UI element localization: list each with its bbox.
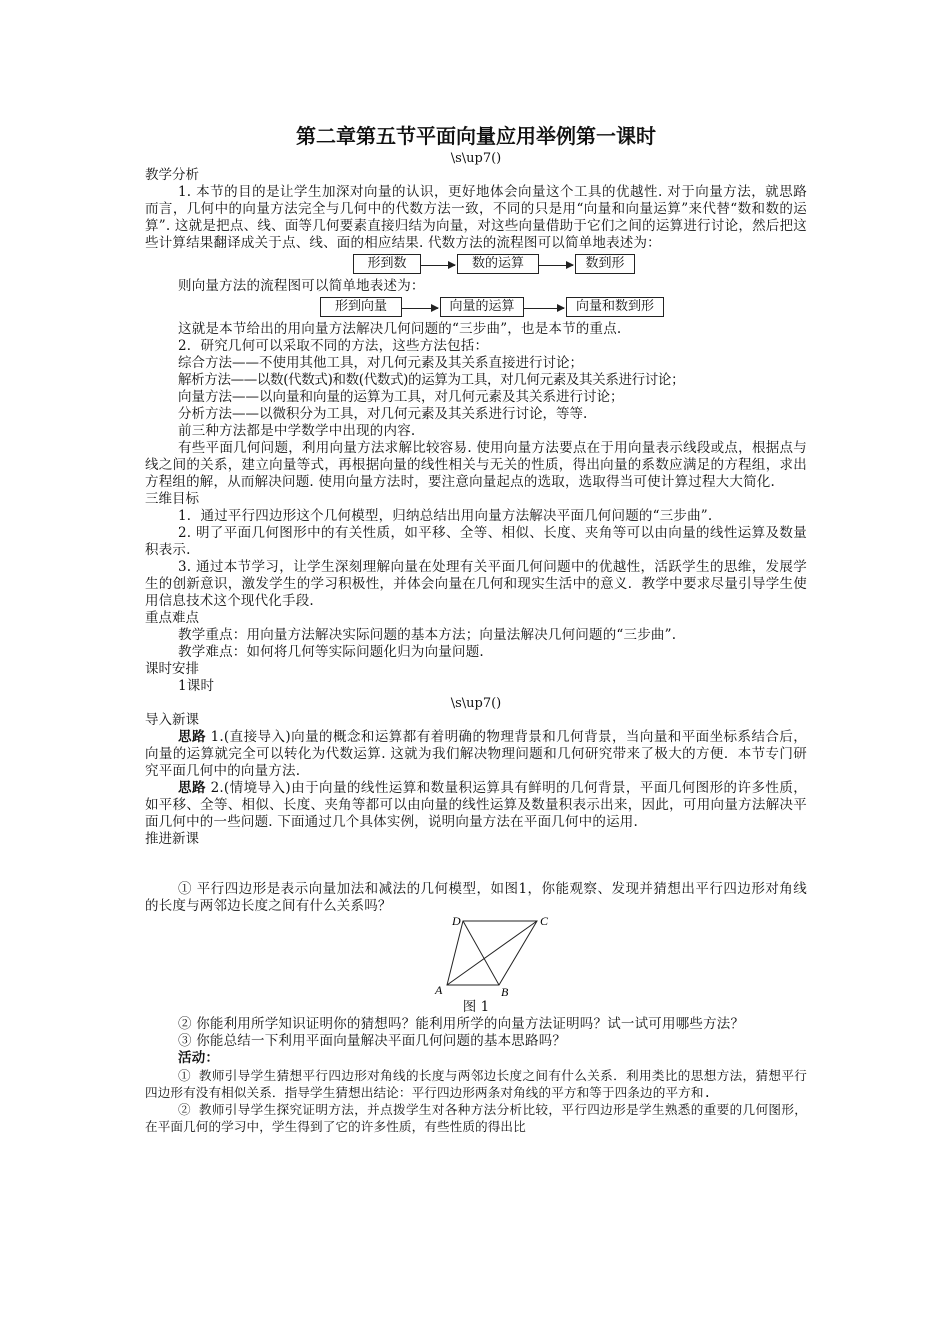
activity-label: 活动： — [178, 1050, 220, 1066]
flowchart-vector — [145, 295, 807, 321]
section-heading-intro: 导入新课 — [145, 712, 199, 728]
section-heading-goals: 三维目标 — [145, 491, 199, 507]
flow-box: 数的运算 — [457, 254, 539, 274]
vertex-label-b: B — [501, 985, 509, 999]
section-heading-analysis: 教学分析 — [145, 167, 199, 183]
flow-arrow — [421, 265, 455, 266]
goal-item: 1．通过平行四边形这个几何模型，归纳总结出用向量方法解决平面几何问题的“三步曲”. — [178, 508, 713, 524]
analysis-paragraph: 则向量方法的流程图可以简单地表述为： — [178, 278, 425, 294]
intro-idea-2 — [145, 780, 807, 831]
method-item: 分析方法——以微积分为工具，对几何元素及其关系进行讨论，等等. — [178, 406, 588, 422]
idea-text: 1.(直接导入)向量的概念和运算都有着明确的物理背景和几何背景，当向量和平面坐标系结合后，向量的运算就完全可以转化为代数运算. 这就为我们解决物理问题和几何研究带来了极大的方便．本节专门研究平面几何中的向量方法. — [145, 729, 808, 779]
flow-box: 形到数 — [353, 254, 421, 274]
vertex-label-a: A — [435, 983, 443, 997]
vertex-label-d: D — [452, 915, 461, 928]
idea-text: 2.(情境导入)由于向量的线性运算和数量积运算具有鲜明的几何背景，平面几何图形的许多性质，如平移、全等、相似、长度、夹角等都可以由向量的线性运算及数量积表示出来，因此，可用向量方法解决平面几何中的一些问题. 下面通过几个具体实例，说明向量方法在平面几何中的运用. — [145, 780, 808, 830]
vertex-label-c: C — [540, 915, 549, 928]
flow-box: 向量和数到形 — [566, 297, 664, 317]
goal-item: 2. 明了平面几何图形中的有关性质，如平移、全等、相似、长度、夹角等可以由向量的线性运算及数量积表示. — [145, 525, 807, 558]
document-page — [145, 122, 807, 1135]
goal-item: 3. 通过本节学习，让学生深刻理解向量在处理有关平面几何问题中的优越性，活跃学生的思维，发展学生的创新意识，激发学生的学习积极性，并体会向量在几何和现实生活中的意义．教学中要求尽量引导学生使用信息技术这个现代化手段. — [145, 559, 807, 609]
figure-caption: 图 1 — [462, 999, 490, 1015]
analysis-paragraph: 1. 本节的目的是让学生加深对向量的认识，更好地体会向量这个工具的优越性. 对于向量方法，就思路而言，几何中的向量方法完全与几何中的代数方法一致，不同的只是用“向量和向量运算”来代替“数和数的运算”. 这就是把点、线、面等几何要素直接归结为向量，对这些向量借助于它们之间的运算进行讨论，然后把这些计算结果翻译成关于点、线、面的相应结果. 代数方法的流程图可以简单地表述为： — [145, 184, 807, 251]
intro-idea-1 — [145, 729, 807, 780]
field-code-marker: \s\up7() — [450, 151, 502, 166]
idea-label: 思路 — [178, 780, 206, 796]
method-item: 向量方法——以向量和向量的运算为工具，对几何元素及其关系进行讨论； — [178, 389, 624, 405]
flowchart-algebra — [145, 252, 807, 278]
analysis-paragraph: 这就是本节给出的用向量方法解决几何问题的“三步曲”，也是本节的重点. — [178, 321, 622, 337]
question-1: ① 平行四边形是表示向量加法和减法的几何模型，如图1，你能观察、发现并猜想出平行四边形对角线的长度与两邻边长度之间有什么关系吗？ — [145, 881, 807, 914]
question-2: ② 你能利用所学知识证明你的猜想吗？能利用所学的向量方法证明吗？试一试可用哪些方法？ — [178, 1016, 745, 1032]
key-focus: 教学重点：用向量方法解决实际问题的基本方法；向量法解决几何问题的“三步曲”. — [178, 627, 677, 643]
section-heading-schedule: 课时安排 — [145, 661, 199, 677]
method-item: 综合方法——不使用其他工具，对几何元素及其关系直接进行讨论； — [178, 355, 583, 371]
section-heading-advance: 推进新课 — [145, 831, 199, 847]
schedule-value: 1课时 — [178, 678, 215, 694]
key-difficulty: 教学难点：如何将几何等实际问题化归为向量问题. — [178, 644, 484, 660]
flow-arrow — [539, 265, 573, 266]
figure-parallelogram — [145, 915, 807, 999]
activity-item: ① 教师引导学生猜想平行四边形对角线的长度与两邻边长度之间有什么关系．利用类比的思想方法，猜想平行四边形有没有相似关系．指导学生猜想出结论：平行四边形两条对角线的平方和等于四条边的平方和. — [145, 1068, 807, 1100]
page-title: 第二章第五节平面向量应用举例第一课时 — [296, 124, 656, 148]
blank-space — [145, 848, 807, 881]
parallelogram-diagram — [145, 915, 807, 999]
field-code-marker: \s\up7() — [450, 696, 502, 711]
activity-item: ② 教师引导学生探究证明方法，并点拨学生对各种方法分析比较，平行四边形是学生熟悉的重要的几何图形，在平面几何的学习中，学生得到了它的许多性质，有些性质的得出比 — [145, 1102, 807, 1134]
section-heading-key-points: 重点难点 — [145, 610, 199, 626]
idea-label: 思路 — [178, 729, 206, 745]
analysis-paragraph: 前三种方法都是中学数学中出现的内容. — [178, 423, 416, 439]
diagonal-bd — [463, 921, 499, 985]
flow-arrow — [524, 308, 564, 309]
analysis-paragraph: 2．研究几何可以采取不同的方法，这些方法包括： — [178, 338, 489, 354]
flow-box: 形到向量 — [320, 297, 402, 317]
method-item: 解析方法——以数(代数式)和数(代数式)的运算为工具，对几何元素及其关系进行讨论； — [178, 372, 685, 388]
flow-arrow — [402, 308, 438, 309]
question-3: ③ 你能总结一下利用平面向量解决平面几何问题的基本思路吗？ — [178, 1033, 567, 1049]
flow-box: 向量的运算 — [440, 297, 524, 317]
flow-box: 数到形 — [575, 254, 635, 274]
analysis-paragraph: 有些平面几何问题，利用向量方法求解比较容易. 使用向量方法要点在于用向量表示线段或点，根据点与线之间的关系，建立向量等式，再根据向量的线性相关与无关的性质，得出向量的系数应满足的方程组，求出方程组的解，从而解决问题. 使用向量方法时，要注意向量起点的选取，选取得当可使计算过程大大简化. — [145, 440, 807, 490]
